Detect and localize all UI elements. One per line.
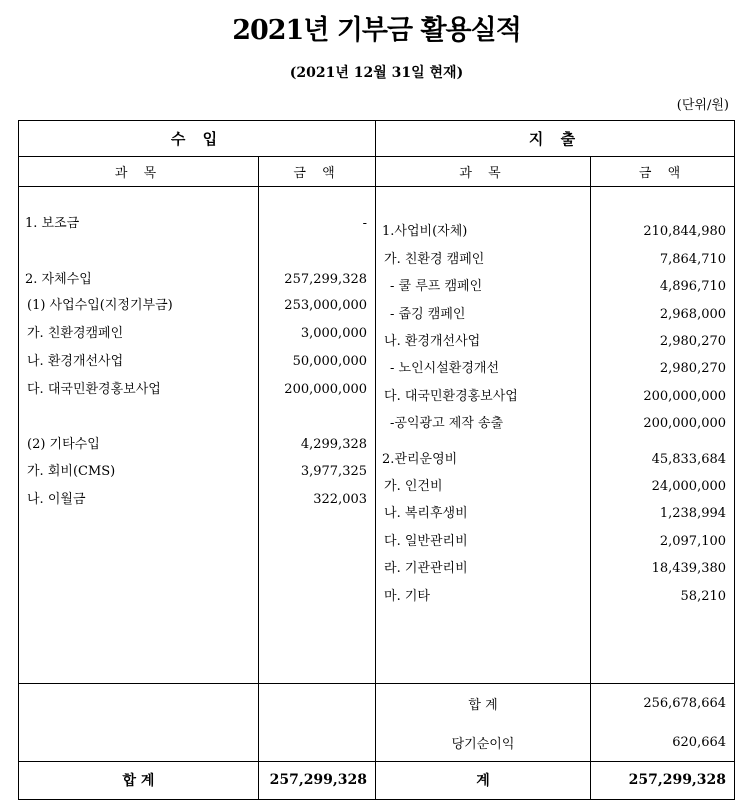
expense-item-label: 2.관리운영비	[382, 452, 458, 468]
expense-item-header: 과 목	[376, 157, 591, 187]
expense-amount-header: 금 액	[591, 157, 735, 187]
expense-item-label: - 노인시설환경개선	[390, 361, 500, 377]
net-income-value: 620,664	[591, 723, 735, 761]
expense-item-value: 45,833,684	[651, 452, 727, 468]
expense-item-label: 다. 대국민환경홍보사업	[384, 389, 518, 405]
income-item-label: (1) 사업수입(지정기부금)	[27, 298, 173, 314]
expense-item-label: 나. 복리후생비	[384, 506, 468, 522]
report-date: (2021년 12월 31일 현재)	[289, 65, 464, 81]
expense-item-label: 나. 환경개선사업	[384, 334, 481, 350]
income-item-label: 나. 환경개선사업	[27, 354, 124, 370]
expense-item-value: 2,980,270	[659, 361, 727, 377]
unit-label: (단위/원)	[676, 98, 729, 113]
expense-item-label: 라. 기관관리비	[384, 561, 468, 577]
expense-item-value: 2,968,000	[659, 307, 727, 323]
income-empty-cell	[259, 683, 376, 761]
subtotal-value: 256,678,664	[591, 683, 735, 723]
income-amounts-cell	[259, 187, 376, 684]
expense-item-value: 200,000,000	[643, 416, 727, 432]
expense-item-label: 마. 기타	[384, 589, 430, 605]
expense-item-label: 다. 일반관리비	[384, 534, 468, 550]
document-title: 2021년 기부금 활용실적	[232, 15, 521, 46]
income-item-value: 4,299,328	[300, 437, 368, 453]
expense-item-value: 2,097,100	[659, 534, 727, 550]
expense-item-value: 1,238,994	[659, 506, 727, 522]
donation-usage-table	[18, 120, 735, 800]
expense-item-value: 2,980,270	[659, 334, 727, 350]
expense-item-value: 58,210	[680, 589, 727, 605]
income-item-label: (2) 기타수입	[27, 437, 100, 453]
income-total-label: 합 계	[19, 761, 259, 799]
income-header: 수 입	[19, 121, 376, 157]
income-item-label: 2. 자체수입	[25, 272, 92, 288]
expense-amounts-cell	[591, 187, 735, 684]
expense-header: 지 출	[376, 121, 735, 157]
income-item-value: 322,003	[313, 492, 368, 508]
subtotal-label: 합 계	[376, 683, 591, 723]
income-item-value: 200,000,000	[284, 382, 368, 398]
income-item-label: 가. 회비(CMS)	[27, 464, 116, 480]
income-item-label: 나. 이월금	[27, 492, 86, 508]
expense-item-value: 7,864,710	[659, 252, 727, 268]
expense-item-label: 1.사업비(자체)	[382, 224, 468, 240]
income-amount-header: 금 액	[259, 157, 376, 187]
income-item-value: 50,000,000	[292, 354, 368, 370]
expense-item-value: 18,439,380	[651, 561, 727, 577]
income-item-label: 다. 대국민환경홍보사업	[27, 382, 161, 398]
expense-item-label: - 줍깅 캠페인	[390, 307, 466, 323]
expense-items-cell	[376, 187, 591, 684]
expense-item-value: 4,896,710	[659, 279, 727, 295]
net-income-label: 당기순이익	[376, 723, 591, 761]
income-total-value: 257,299,328	[259, 761, 376, 799]
income-item-label: 가. 친환경캠페인	[27, 326, 124, 342]
expense-item-label: 가. 친환경 캠페인	[384, 252, 485, 268]
income-item-value: 257,299,328	[284, 272, 368, 288]
expense-item-label: 가. 인건비	[384, 479, 443, 495]
expense-item-value: 200,000,000	[643, 389, 727, 405]
income-empty-cell	[19, 683, 259, 761]
income-item-header: 과 목	[19, 157, 259, 187]
expense-item-value: 24,000,000	[651, 479, 727, 495]
expense-total-label: 계	[376, 761, 591, 799]
income-item-value: 3,977,325	[300, 464, 368, 480]
income-item-value: 3,000,000	[300, 326, 368, 342]
income-item-label: 1. 보조금	[25, 216, 80, 232]
expense-total-value: 257,299,328	[591, 761, 735, 799]
expense-item-label: - 쿨 루프 캠페인	[390, 279, 483, 295]
income-item-value: 253,000,000	[284, 298, 368, 314]
expense-item-label: -공익광고 제작 송출	[390, 416, 504, 432]
income-item-value: -	[362, 216, 368, 232]
expense-item-value: 210,844,980	[643, 224, 727, 240]
income-items-cell	[19, 187, 259, 684]
